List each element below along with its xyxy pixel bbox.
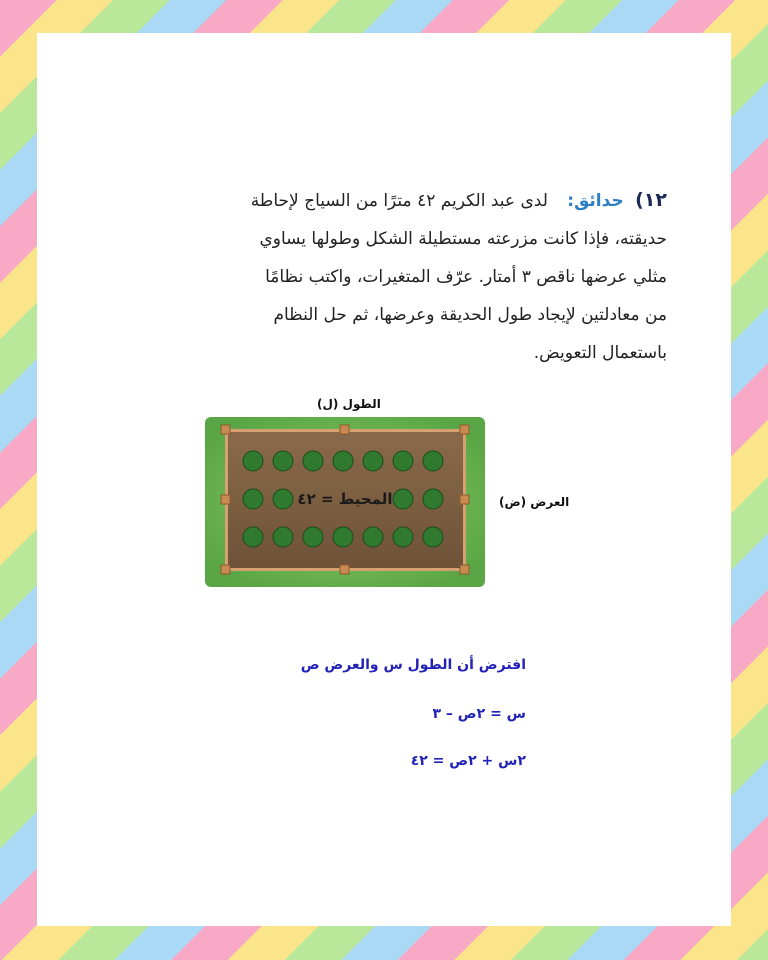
- equation-1: س = ٢ص – ٣: [432, 706, 526, 722]
- problem-text-line-1: لدى عبد الكريم ٤٢ مترًا من السياج لإحاطة: [250, 191, 548, 211]
- perimeter-label: المحيط = ٤٢: [297, 490, 393, 508]
- equation-2: ٢س + ٢ص = ٤٢: [410, 753, 526, 769]
- problem-number: ١٢): [635, 189, 667, 211]
- solution-assumption: افترض أن الطول س والعرض ص: [300, 657, 526, 673]
- problem-text-line-5: باستعمال التعويض.: [533, 343, 667, 363]
- garden-illustration: [205, 417, 485, 587]
- problem-text-line-3: مثلي عرضها ناقص ٣ أمتار. عرّف المتغيرات، واكتب نظامًا: [265, 267, 667, 287]
- problem-tag: حدائق:: [567, 191, 624, 211]
- worksheet-card: [37, 33, 731, 926]
- problem-text-line-2: حديقته، فإذا كانت مزرعته مستطيلة الشكل وطولها يساوي: [259, 229, 667, 249]
- garden-figure: [37, 33, 731, 926]
- width-label: العرض (ض): [499, 495, 570, 509]
- problem-text-line-4: من معادلتين لإيجاد طول الحديقة وعرضها، ثم حل النظام: [273, 305, 667, 325]
- length-label: الطول (ل): [317, 397, 381, 411]
